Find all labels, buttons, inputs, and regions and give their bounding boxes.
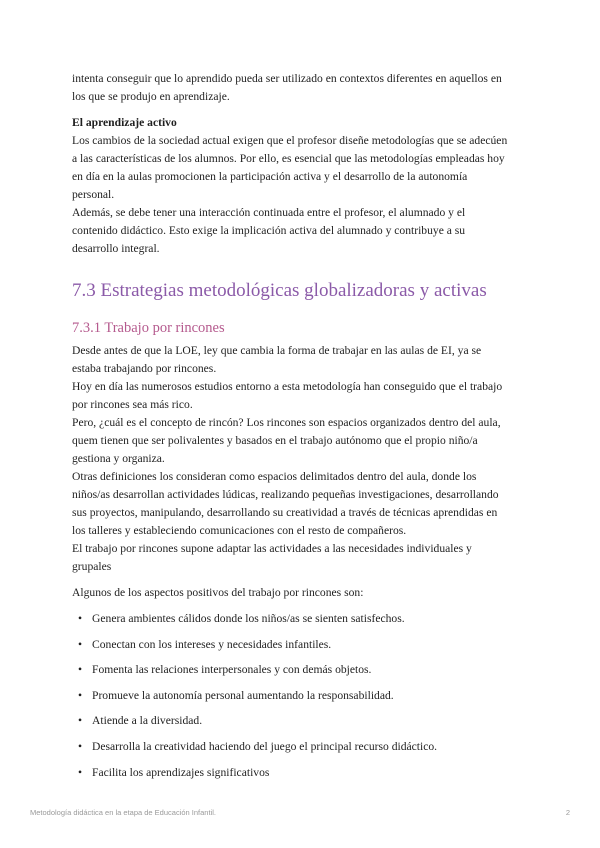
list-item <box>72 661 532 679</box>
subsection-title: 7.3.1 Trabajo por rincones <box>72 320 225 336</box>
list-item <box>72 712 532 730</box>
list-item <box>72 610 532 628</box>
bullet-icon: • <box>78 765 83 779</box>
active-learning-line: desarrollo integral. <box>72 242 160 255</box>
active-learning-line: Los cambios de la sociedad actual exigen que el profesor diseñe metodologías que se adecúen <box>72 134 508 147</box>
bullet-icon: • <box>78 688 83 702</box>
list-item <box>72 636 532 654</box>
list-item <box>72 738 532 756</box>
section-title: 7.3 Estrategias metodológicas globalizadoras y activas <box>72 280 487 301</box>
page-footer <box>30 808 570 817</box>
bullet-icon: • <box>78 637 83 651</box>
section-line: grupales <box>72 560 112 573</box>
list-item-text: Genera ambientes cálidos donde los niños/as se sienten satisfechos. <box>92 612 405 625</box>
active-learning-line: personal. <box>72 188 115 201</box>
section-line: los talleres y estableciendo comunicaciones con el resto de compañeros. <box>72 524 407 537</box>
list-item-text: Conectan con los intereses y necesidades infantiles. <box>92 637 332 651</box>
section-line: Pero, ¿cuál es el concepto de rincón? Los rincones son espacios organizados dentro del aula, <box>72 416 501 429</box>
active-learning-line: a las características de los alumnos. Por ello, es esencial que las metodologías empleadas hoy <box>72 152 505 165</box>
bullet-icon: • <box>78 612 83 625</box>
bullet-icon: • <box>78 663 83 677</box>
list-item <box>72 764 532 782</box>
section-line: Hoy en día las numerosos estudios entorno a esta metodología han conseguido que el trabajo <box>72 380 503 393</box>
intro-line: los que se produjo en aprendizaje. <box>72 90 230 103</box>
bullet-icon: • <box>78 714 83 728</box>
list-item-text: Atiende a la diversidad. <box>92 714 203 728</box>
section-line: quem tienen que ser polivalentes y basados en el trabajo autónomo que el propio niño/a <box>72 434 478 447</box>
active-learning-line: Además, se debe tener una interacción continuada entre el profesor, el alumnado y el <box>72 206 466 219</box>
positive-aspects-list <box>72 610 532 782</box>
list-item-text: Facilita los aprendizajes significativos <box>92 765 270 779</box>
list-item-text: Promueve la autonomía personal aumentando la responsabilidad. <box>92 688 394 702</box>
bullet-icon: • <box>78 739 83 753</box>
section-line: por rincones sea más rico. <box>72 398 193 411</box>
list-item-text: Fomenta las relaciones interpersonales y con demás objetos. <box>92 663 372 677</box>
section-line: estaba trabajando por rincones. <box>72 362 217 375</box>
section-line: Otras definiciones los consideran como espacios delimitados dentro del aula, donde los <box>72 470 477 483</box>
page-content <box>72 70 532 789</box>
active-learning-line: contenido didáctico. Esto exige la implicación activa del alumnado y contribuye a su <box>72 224 466 237</box>
section-line: El trabajo por rincones supone adaptar las actividades a las necesidades individuales y <box>72 542 472 555</box>
intro-line: intenta conseguir que lo aprendido pueda ser utilizado en contextos diferentes en aquellos en <box>72 72 502 85</box>
footer-text: Metodología didáctica en la etapa de Educación Infantil. <box>30 808 216 817</box>
list-intro: Algunos de los aspectos positivos del trabajo por rincones son: <box>72 586 364 599</box>
list-item-text: Desarrolla la creatividad haciendo del juego el principal recurso didáctico. <box>92 739 438 753</box>
active-learning-heading: El aprendizaje activo <box>72 116 177 129</box>
page-number: 2 <box>565 808 570 817</box>
section-line: sus proyectos, manipulando, desarrollando su creatividad a través de técnicas aprendidas en <box>72 506 498 519</box>
active-learning-line: en día en la aulas promocionen la participación activa y el desarrollo de la autonomía <box>72 170 468 183</box>
section-line: gestiona y organiza. <box>72 452 165 465</box>
section-line: Desde antes de que la LOE, ley que cambia la forma de trabajar en las aulas de EI, ya se <box>72 344 482 357</box>
section-line: niños/as desarrollan actividades lúdicas, realizando pequeñas investigaciones, desarrollando <box>72 488 499 501</box>
list-item <box>72 687 532 705</box>
